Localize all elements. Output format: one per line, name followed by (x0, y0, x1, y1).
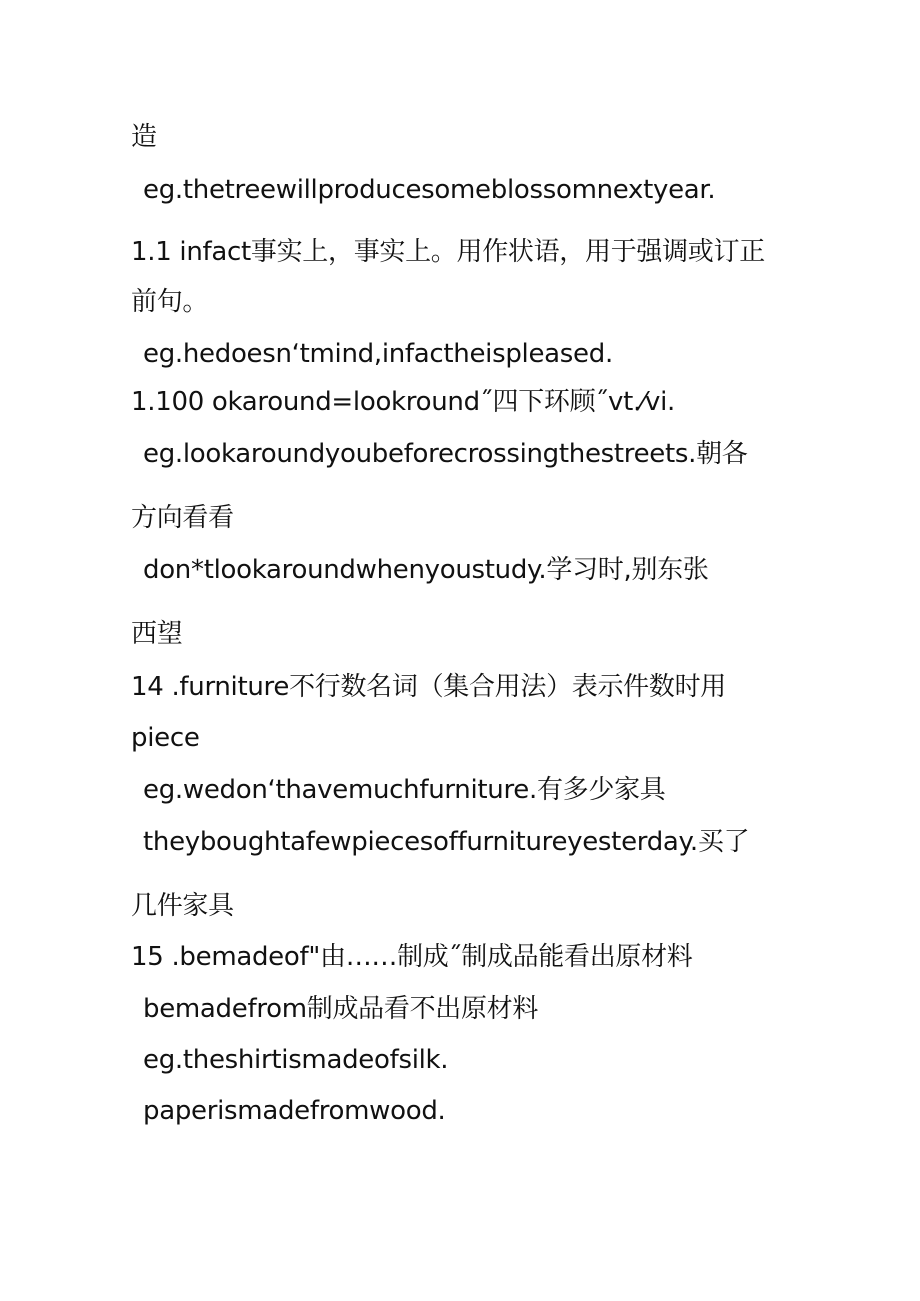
example-line: eg.lookaroundyoubeforecrossingthestreets.朝各 (143, 439, 748, 469)
example-line: paperismadefromwood. (143, 1096, 446, 1126)
text-line: 前句。 (131, 287, 209, 317)
entry-heading: 15 .bemadeof"由……制成˝制成品能看出原材料 (131, 942, 693, 972)
text-line: 西望 (131, 619, 183, 649)
example-line: don*tlookaroundwhenyoustudy.学习时,别东张 (143, 555, 709, 585)
text-line: 几件家具 (131, 891, 234, 921)
example-line: theyboughtafewpiecesoffurnitureyesterday.买了 (143, 827, 750, 857)
example-line: eg.thetreewillproducesomeblossomnextyear. (143, 175, 716, 205)
entry-heading: 1.1 infact事实上，事实上。用作状语，用于强调或订正 (131, 237, 765, 267)
text-line: piece (131, 723, 200, 753)
example-line: eg.wedonʻthavemuchfurniture.有多少家具 (143, 775, 666, 805)
example-line: eg.hedoesnʻtmind,infactheispleased. (143, 339, 613, 369)
text-line: 方向看看 (131, 503, 234, 533)
example-line: eg.theshirtismadeofsilk. (143, 1045, 449, 1075)
entry-heading: 14 .furniture不行数名词（集合用法）表示件数时用 (131, 672, 726, 702)
entry-heading: 1.100 okaround=lookround˝四下环顾˝vt.⁄vi. (131, 387, 675, 417)
text-line: 造 (131, 122, 157, 152)
example-line: bemadefrom制成品看不出原材料 (143, 994, 539, 1024)
